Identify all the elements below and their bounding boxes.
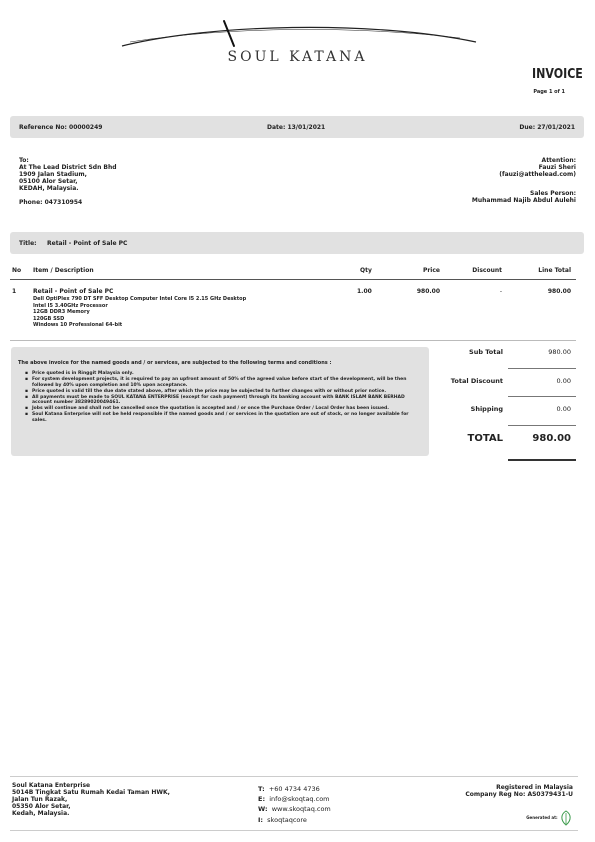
bill-to-phone: Phone: 047310954	[19, 199, 83, 206]
divider	[10, 279, 576, 280]
contact-web	[258, 804, 331, 814]
grand-total-value: 980.00	[532, 433, 571, 444]
subtotal-value: 980.00	[548, 348, 571, 356]
terms-list	[32, 371, 422, 424]
item-description	[33, 296, 246, 329]
footer-registration	[465, 784, 573, 826]
sales-person-name: Muhammad Najib Abdul Aulehi	[471, 197, 576, 204]
item-price: 980.00	[416, 288, 440, 295]
divider	[508, 396, 576, 397]
terms-item: ▪ Price quoted is in Ringgit Malaysia only.	[32, 371, 422, 377]
contact-key: W:	[258, 805, 268, 814]
terms-intro: The above invoice for the named goods and / or services, are subjected to the following terms and conditions :	[18, 360, 332, 366]
subtotal-label: Sub Total	[469, 348, 503, 356]
bill-to-line: KEDAH, Malaysia.	[19, 185, 79, 192]
item-line-total: 980.00	[547, 288, 571, 295]
attention	[499, 157, 576, 178]
shipping-label: Shipping	[470, 405, 503, 413]
contact-key: T:	[258, 785, 265, 793]
col-discount: Discount	[472, 267, 502, 274]
document-title: INVOICE	[532, 67, 583, 82]
company-line: Kedah, Malaysia.	[12, 810, 70, 817]
item-description-line: 12GB DDR3 Memory	[33, 309, 90, 315]
company-line: 5014B Tingkat Satu Rumah Kedai Taman HWK,	[12, 789, 170, 796]
terms-item: ▪ Jobs will continue and shall not be cancelled once the quotation is accepted and / or once the Purchase Order / Local Order has been issued.	[32, 406, 422, 412]
col-price: Price	[422, 267, 440, 274]
contact-key: E:	[258, 795, 266, 804]
powered-text	[465, 810, 573, 826]
sales-person	[472, 190, 576, 204]
divider	[10, 776, 578, 777]
shipping-value: 0.00	[556, 405, 571, 413]
contact-value: www.skoqtaq.com	[271, 805, 331, 814]
divider	[508, 425, 576, 426]
due-date: Due: 27/01/2021	[519, 124, 575, 131]
sales-person-label: Sales Person:	[530, 190, 576, 197]
divider	[10, 830, 578, 831]
invoice-date: Date: 13/01/2021	[267, 124, 326, 131]
item-qty: 1.00	[357, 288, 372, 295]
contact-value: info@skoqtaq.com	[269, 795, 330, 804]
company-reg-text: Company Reg No: AS0379431-U	[465, 791, 573, 798]
terms-item: ▪ Soul Katana Enterprise will not be held responsible if the named goods and / or services in the quotation are out of stock, or no longer available for sales.	[32, 412, 422, 423]
grand-total-label: TOTAL	[467, 433, 503, 444]
contact-social	[258, 815, 331, 825]
company-line: Soul Katana Enterprise	[12, 782, 91, 789]
bill-to-line: 05100 Alor Setar,	[19, 178, 78, 185]
title-bar	[10, 232, 584, 254]
registered-text: Registered in Malaysia	[496, 784, 573, 791]
item-description-line: 120GB SSD	[33, 315, 65, 322]
terms-item: ▪ All payments must be made to SOUL KATANA ENTERPRISE (except for cash payment) through its banking account with BANK ISLAM BANK BERHAD account number 38289020049461.	[32, 395, 422, 406]
terms-item: ▪ Price quoted is valid till the due date stated above, after which the price may be subjected to further changes with or without prior notice.	[32, 389, 422, 395]
contact-value: +60 4734 4736	[268, 785, 320, 793]
reference-bar	[10, 116, 584, 138]
total-discount-label: Total Discount	[450, 377, 503, 385]
powered-label: Generated at:	[526, 815, 558, 820]
item-name: Retail - Point of Sale PC	[33, 288, 114, 295]
contact-phone	[258, 784, 331, 794]
item-no: 1	[12, 288, 17, 295]
leaf-logo-icon	[559, 810, 573, 826]
contact-email	[258, 794, 331, 804]
footer-company	[12, 782, 170, 817]
col-qty: Qty	[360, 267, 372, 274]
item-description-line: Dell OptiPlex 790 DT SFF Desktop Computer Intel Core I5 2.15 GHz Desktop	[33, 296, 247, 302]
title-value: Retail - Point of Sale PC	[47, 240, 128, 247]
col-item: Item / Description	[33, 267, 94, 274]
bill-to-label: To:	[19, 157, 29, 164]
reference-number: Reference No: 00000249	[19, 124, 103, 131]
company-line: Jalan Tun Razak,	[12, 796, 68, 803]
attention-label: Attention:	[541, 157, 576, 164]
item-discount: -	[499, 288, 502, 295]
brand-name: SOUL KATANA	[227, 49, 368, 65]
company-line: 05350 Alor Setar,	[12, 803, 71, 810]
divider	[508, 459, 576, 461]
page-info: Page 1 of 1	[533, 89, 565, 95]
brand-swoosh-icon	[120, 16, 480, 48]
divider	[10, 340, 576, 341]
bill-to	[19, 157, 117, 206]
item-description-line: Windows 10 Professional 64-bit	[33, 322, 123, 328]
attention-email: (fauzi@atthelead.com)	[499, 171, 576, 178]
terms-item: ▪ For system development projects, it is required to pay an upfront amount of 50% of the agreed value before start of the development, will be then followed by 40% upon completion and 10% upon acceptance.	[32, 377, 422, 388]
title-label: Title:	[19, 240, 37, 247]
footer-contacts	[258, 784, 331, 825]
divider	[508, 368, 576, 369]
col-line-total: Line Total	[538, 267, 571, 274]
attention-name: Fauzi Sheri	[538, 164, 576, 171]
contact-value: skoqtaqcore	[267, 815, 307, 824]
item-description-line: Intel I5 3.40GHz Processor	[33, 302, 108, 309]
total-discount-value: 0.00	[556, 377, 571, 385]
contact-key: I:	[258, 815, 264, 824]
col-no: No	[12, 267, 22, 274]
bill-to-line: 1909 Jalan Stadium,	[19, 171, 87, 178]
bill-to-line: At The Lead District Sdn Bhd	[19, 164, 117, 171]
